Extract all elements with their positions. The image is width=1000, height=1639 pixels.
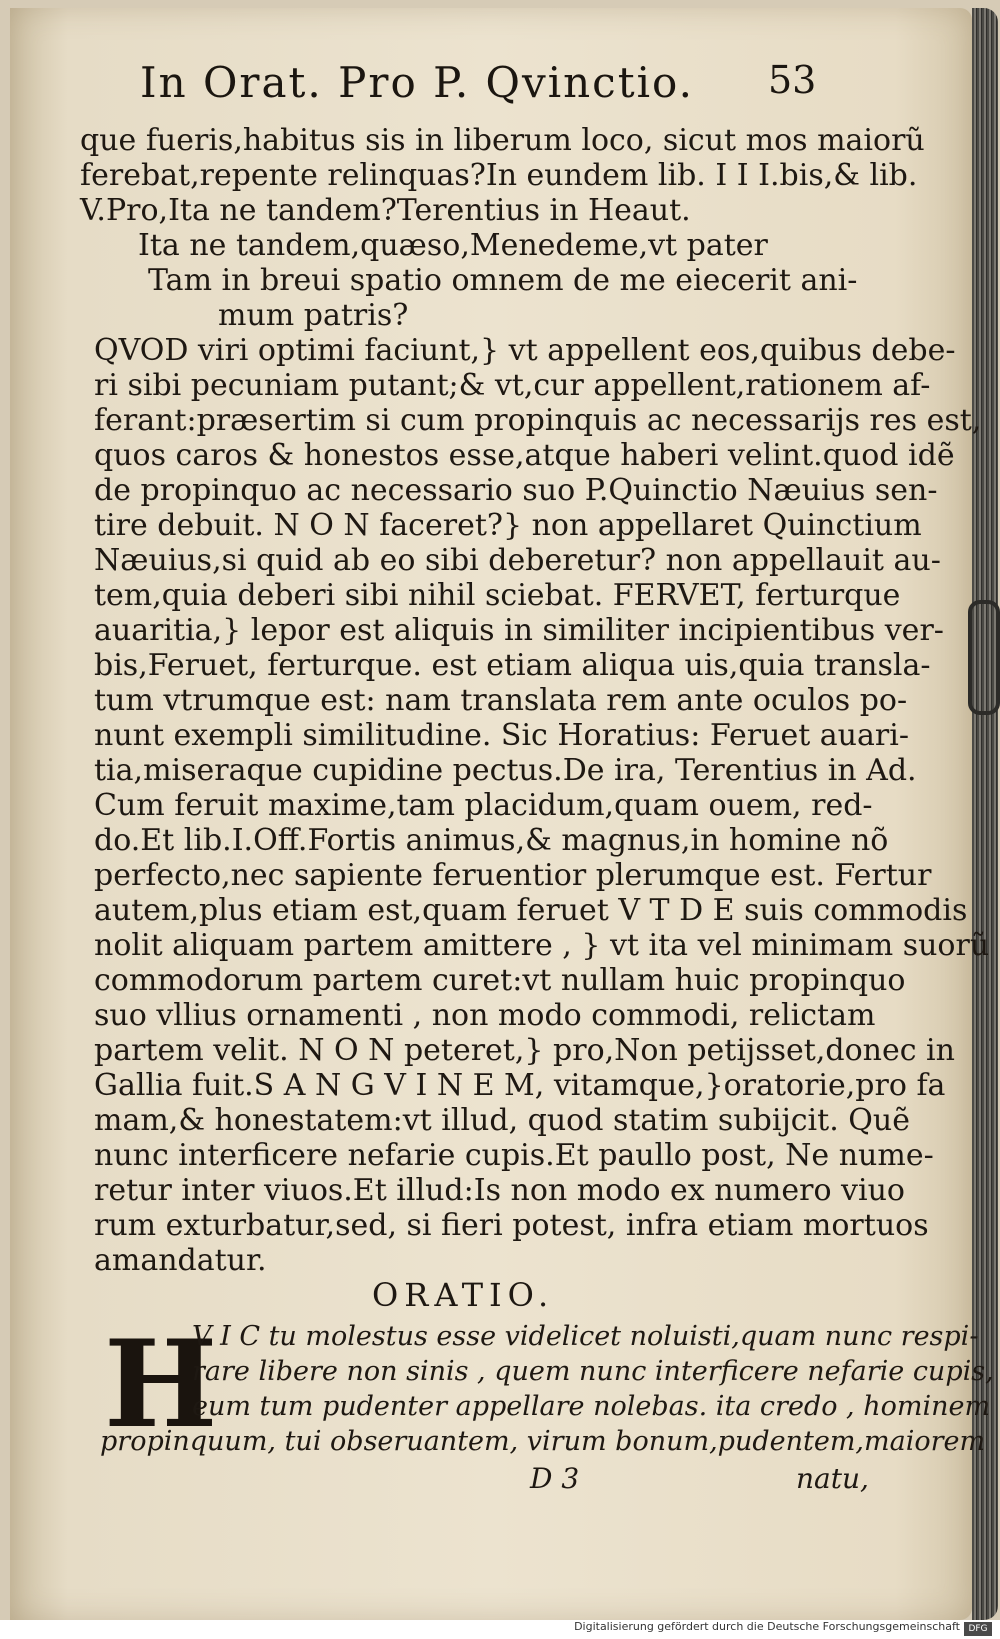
text-line: de propinquo ac necessario suo P.Quinctio Næuius sen- [94, 473, 938, 508]
text-line: quos caros & honestos esse,atque haberi velint.quod idẽ [94, 438, 955, 473]
text-line: Næuius,si quid ab eo sibi deberetur? non appellauit au- [94, 543, 941, 578]
text-line: do.Et lib.I.Off.Fortis animus,& magnus,in homine nõ [94, 823, 889, 858]
text-line: ferebat,repente relinquas?In eundem lib. I I I.bis,& lib. [80, 158, 918, 193]
dfg-logo: DFG [964, 1622, 992, 1636]
text-line: partem velit. N O N peteret,} pro,Non petijsset,donec in [94, 1033, 955, 1068]
text-line: auaritia,} lepor est aliquis in similiter incipientibus ver- [94, 613, 944, 648]
text-line: nolit aliquam partem amittere , } vt ita vel minimam suorũ [94, 928, 990, 963]
text-line: V.Pro,Ita ne tandem?Terentius in Heaut. [80, 193, 691, 228]
drop-cap: H [104, 1314, 218, 1455]
text-line: Tam in breui spatio omnem de me eiecerit ani- [148, 263, 858, 298]
text-line: mam,& honestatem:vt illud, quod statim subijcit. Quẽ [94, 1103, 910, 1138]
text-line: rum exturbatur,sed, si fieri potest, infra etiam mortuos [94, 1208, 929, 1243]
oratio-line: eum tum pudenter appellare nolebas. ita credo , hominem [192, 1391, 991, 1422]
oratio-line: V I C tu molestus esse videlicet noluisti,quam nunc respi- [192, 1321, 979, 1352]
text-line: Ita ne tandem,quæso,Menedeme,vt pater [138, 228, 768, 263]
text-line: nunc interficere nefarie cupis.Et paullo post, Ne nume- [94, 1138, 934, 1173]
text-line: suo vllius ornamenti , non modo commodi, relictam [94, 998, 876, 1033]
catchword: natu, [796, 1462, 869, 1495]
text-line: commodorum partem curet:vt nullam huic propinquo [94, 963, 906, 998]
text-line: retur inter viuos.Et illud:Is non modo ex numero viuo [94, 1173, 905, 1208]
footer-bar [0, 1620, 1000, 1639]
text-line: Gallia fuit.S A N G V I N E M, vitamque,}oratorie,pro fa [94, 1068, 946, 1103]
clasp-ring [968, 600, 1000, 715]
oratio-line: propinquum, tui obseruantem, virum bonum,pudentem,maiorem [100, 1426, 986, 1457]
footer-credit: Digitalisierung gefördert durch die Deutsche Forschungsgemeinschaft [574, 1620, 960, 1633]
signature-mark: D 3 [530, 1462, 580, 1495]
text-line: tum vtrumque est: nam translata rem ante oculos po- [94, 683, 908, 718]
text-line: QVOD viri optimi faciunt,} vt appellent eos,quibus debe- [94, 333, 956, 368]
text-line: que fueris,habitus sis in liberum loco, sicut mos maiorũ [80, 123, 925, 158]
text-line: perfecto,nec sapiente feruentior plerumque est. Fertur [94, 858, 932, 893]
text-line: tem,quia deberi sibi nihil sciebat. FERVET, ferturque [94, 578, 901, 613]
text-line: tia,miseraque cupidine pectus.De ira, Terentius in Ad. [94, 753, 917, 788]
text-line: amandatur. [94, 1243, 267, 1278]
text-line: autem,plus etiam est,quam feruet V T D E suis commodis [94, 893, 968, 928]
oratio-line: rare libere non sinis , quem nunc interficere nefarie cupis, [192, 1356, 994, 1387]
text-line: ferant:præsertim si cum propinquis ac necessarijs res est, [94, 403, 982, 438]
text-line: mum patris? [218, 298, 409, 333]
text-line: bis,Feruet, ferturque. est etiam aliqua uis,quia transla- [94, 648, 931, 683]
running-title: In Orat. Pro P. Qvinctio. [140, 58, 694, 107]
text-line: ri sibi pecuniam putant;& vt,cur appellent,rationem af- [94, 368, 931, 403]
text-line: nunt exempli similitudine. Sic Horatius: Feruet auari- [94, 718, 909, 753]
text-line: tire debuit. N O N faceret?} non appellaret Quinctium [94, 508, 922, 543]
section-heading: ORATIO. [372, 1276, 555, 1314]
text-line: Cum feruit maxime,tam placidum,quam ouem, red- [94, 788, 873, 823]
page-number: 53 [768, 58, 817, 102]
